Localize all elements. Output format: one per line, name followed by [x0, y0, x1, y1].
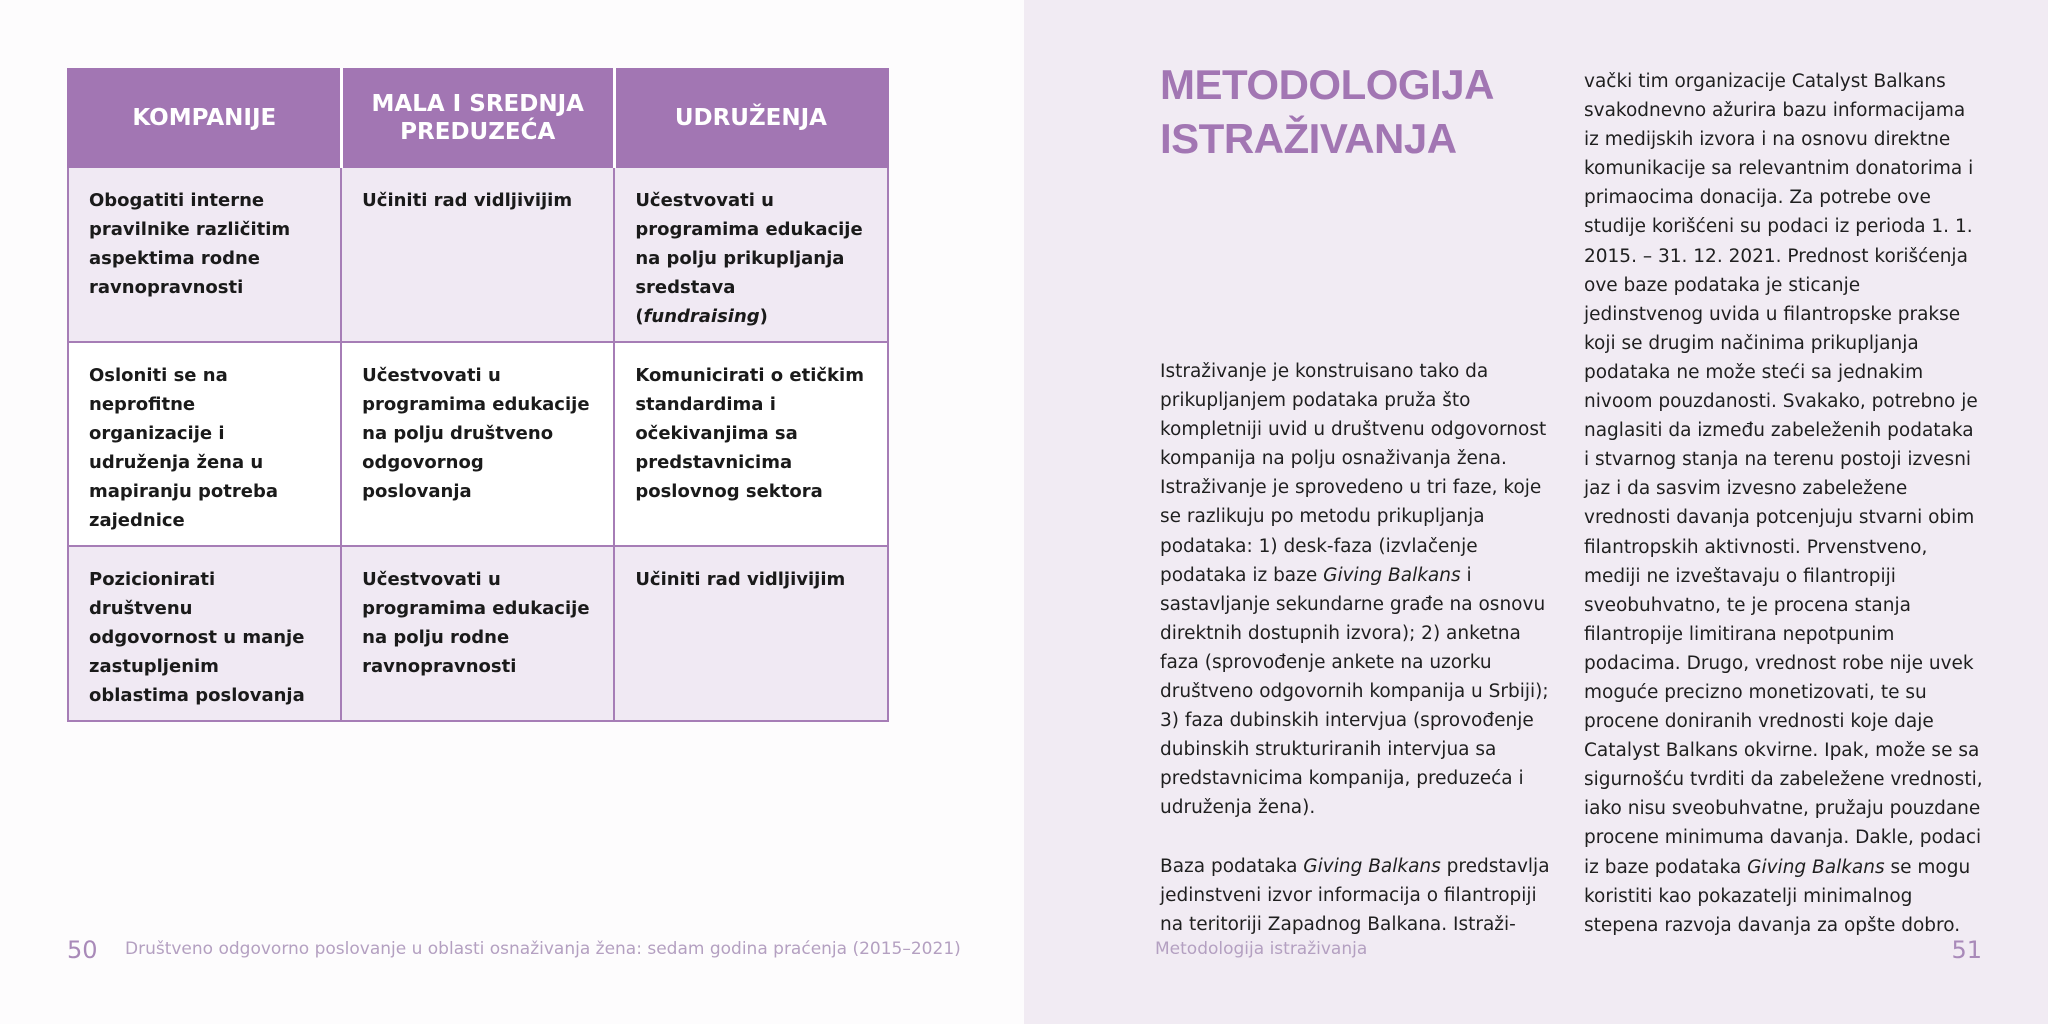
- left-running-head: Društveno odgovorno poslovanje u oblasti osnaživanja žena: sedam godina praćenja (2015–2021): [125, 939, 961, 959]
- paragraph-database: [1160, 852, 1560, 939]
- recommendations-table: [67, 68, 889, 722]
- table-cell: Učiniti rad vidljivijim: [341, 167, 614, 342]
- heading-line-1: METODOLOGIJA: [1160, 61, 1494, 108]
- table-cell: Pozicionirati društvenu odgovornost u manje zastupljenim oblastima poslovanja: [68, 546, 341, 721]
- paragraph-text: Baza podataka: [1160, 855, 1304, 877]
- paragraph-continuation: [1584, 67, 1984, 940]
- table-row: [68, 342, 888, 546]
- text-column-2: [1584, 67, 1984, 940]
- right-running-head: Metodologija istraživanja: [1155, 939, 1368, 959]
- cell-text: ): [759, 306, 768, 327]
- section-heading: [1160, 58, 1560, 166]
- paragraph-text: Istraživanje je konstruisano tako da prikupljanjem podataka pruža što kompletniji uvid u društvenu odgovornost kompanija na polju osnaživanja žena. Istraživanje je sprovedeno u tri faze, koje se razlikuju po metodu prikupljanja podataka: 1) desk-faza (izvlačenje podataka iz baze: [1160, 361, 1547, 586]
- italic-text: Giving Balkans: [1747, 856, 1885, 878]
- table-row: [68, 546, 888, 721]
- paragraph-text: i sastavljanje sekundarne građe na osnovu direktnih dostupnih izvora); 2) anketna faza (sprovođenje ankete na uzorku društveno odgovornih kompanija u Srbiji); 3) faza dubinskih intervjua (sprovođenje dubinskih strukturiranih intervjua sa predstavnicima kompanija, preduzeća i udruženja žena).: [1160, 564, 1549, 819]
- heading-line-2: ISTRAŽIVANJA: [1160, 115, 1457, 162]
- paragraph-research-design: [1160, 357, 1560, 823]
- table-header-row: [68, 69, 888, 167]
- table-cell: Osloniti se na neprofitne organizacije i udruženja žena u mapiranju potreba zajednice: [68, 342, 341, 546]
- cell-italic-text: fundraising: [643, 306, 760, 327]
- italic-text: Giving Balkans: [1323, 564, 1461, 586]
- right-page-number: 51: [1951, 936, 1982, 964]
- table-row: [68, 167, 888, 342]
- paragraph-text: vački tim organizacije Catalyst Balkans svakodnevno ažurira bazu informacijama iz medijskih izvora i na osnovu direktne komunikacije sa relevantnim donatorima i primaocima donacija. Za potrebe ove studije korišćeni su podaci iz perioda 1. 1. 2015. – 31. 12. 2021. Prednost korišćenja ove baze podataka je sticanje jedinstvenog uvida u filantropske prakse koji se drugim načinima prikupljanja podataka ne može steći sa jednakim nivoom pouzdanosti. Svakako, potrebno je naglasiti da između zabeleženih podataka i stvarnog stanja na terenu postoji izvesni jaz i da sasvim izvesno zabeležene vrednosti davanja potcenjuju stvarni obim filantropskih aktivnosti. Prvenstveno, mediji ne izveštavaju o filantropiji sveobuhvatno, te je procena stanja filantropije limitirana nepotpunim podacima. Drugo, vrednost robe nije uvek moguće precizno monetizovati, te su procene doniranih vrednosti koje daje Catalyst Balkans okvirne. Ipak, može se sa sigurnošću tvrditi da zabeležene vrednosti, iako nisu sveobuhvatne, pružaju pouzdane procene minimuma davanja. Dakle, podaci iz baze podataka: [1584, 71, 1983, 878]
- left-page-number: 50: [67, 936, 98, 964]
- table-cell: Učestvovati u programima edukacije na polju rodne ravnopravnosti: [341, 546, 614, 721]
- paragraph-text: predstavlja jedinstveni izvor informacija o filantropiji na teritoriji Zapadnog Balkana. Istraži-: [1160, 855, 1550, 935]
- header-mala-i-srednja-preduzeca: MALA I SREDNJA PREDUZEĆA: [341, 69, 614, 167]
- table-cell: Učiniti rad vidljivijim: [614, 546, 887, 721]
- text-column-1: [1160, 357, 1560, 939]
- cell-text: Učestvovati u programima edukacije na polju prikupljanja sredstava (: [635, 190, 863, 327]
- table-cell: Učestvovati u programima edukacije na polju društveno odgovornog poslovanja: [341, 342, 614, 546]
- table-cell: [614, 167, 887, 342]
- header-kompanije: KOMPANIJE: [68, 69, 341, 167]
- italic-text: Giving Balkans: [1303, 855, 1441, 877]
- table-cell: Obogatiti interne pravilnike različitim aspektima rodne ravnopravnosti: [68, 167, 341, 342]
- table-cell: Komunicirati o etičkim standardima i očekivanjima sa predstavnicima poslovnog sektora: [614, 342, 887, 546]
- paragraph-text: se mogu koristiti kao pokazatelji minimalnog stepena razvoja davanja za opšte dobro.: [1584, 856, 1971, 936]
- header-udruzenja: UDRUŽENJA: [614, 69, 887, 167]
